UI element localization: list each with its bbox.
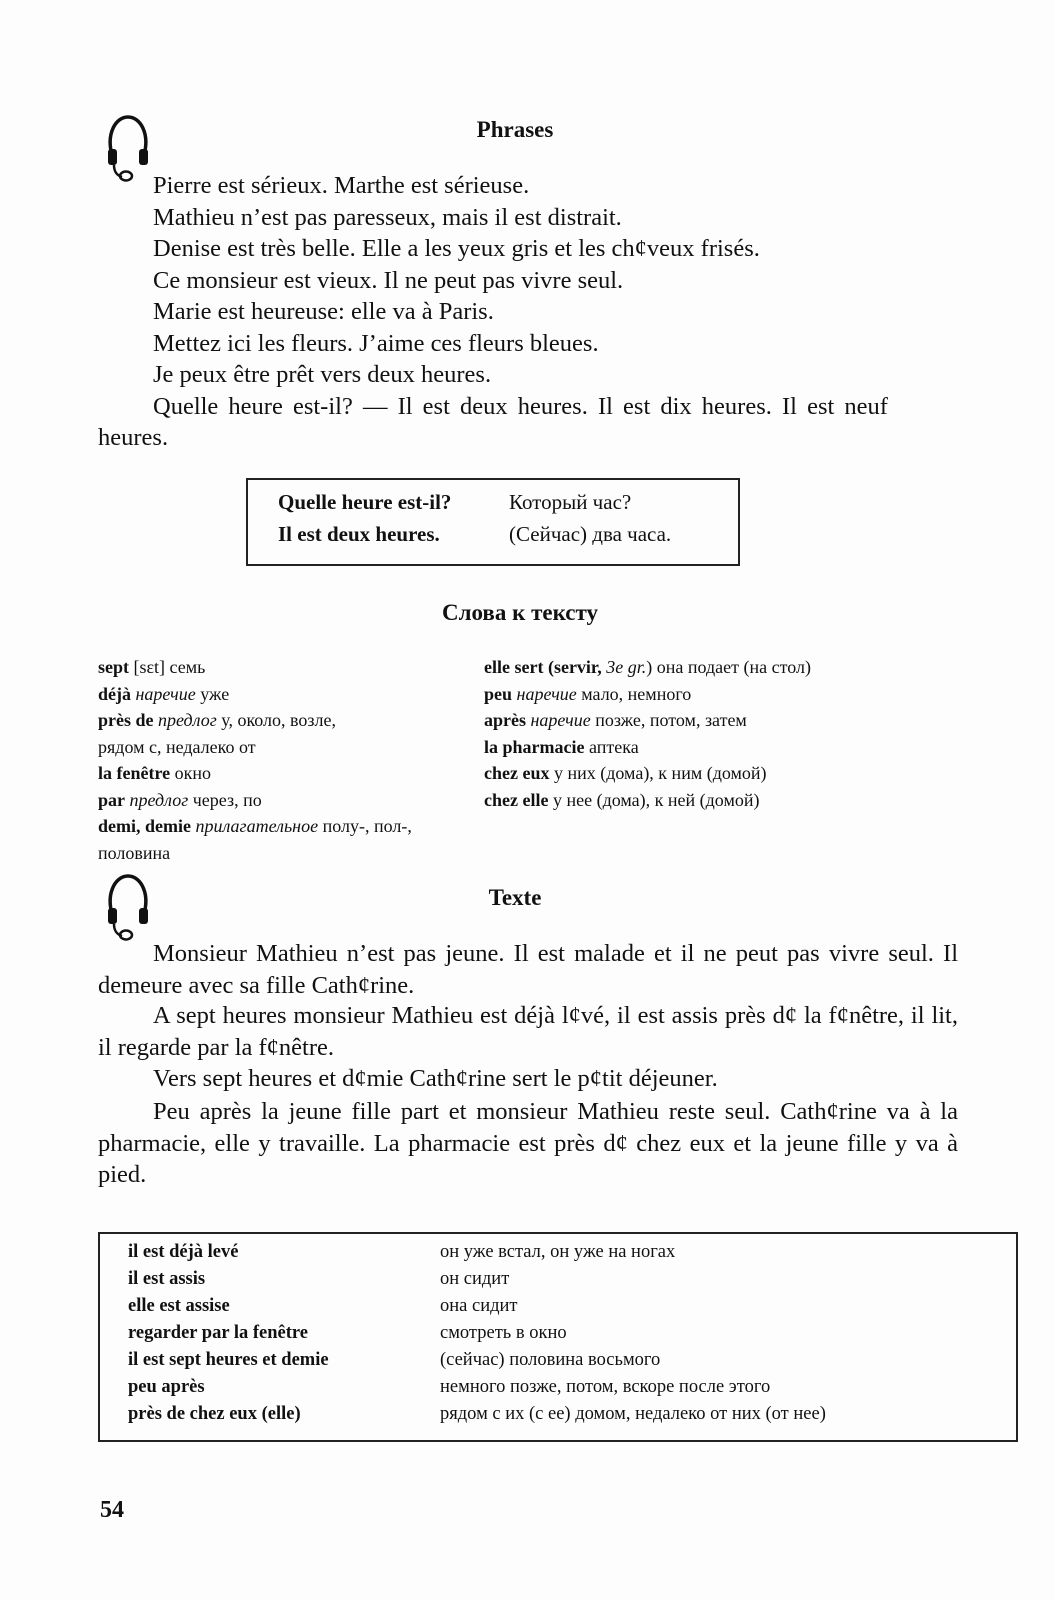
vocab-entry: elle sert (servir, 3e gr.) она подает (на стол) — [484, 657, 811, 677]
phrase-line: Pierre est sérieux. Marthe est sérieuse. — [153, 172, 530, 199]
vocab-entry: chez eux у них (дома), к ним (домой) — [484, 763, 767, 783]
vocab-entry: déjà наречие уже — [98, 683, 230, 704]
vocab-entry: la fenêtre окно — [98, 763, 212, 783]
expressions-box — [98, 1232, 1018, 1442]
texte-paragraph: A sept heures monsieur Mathieu est déjà l¢vé, il est assis près d¢ la f¢nêtre, il lit, il regarde par la f¢nêtre. — [98, 1002, 958, 1061]
vocab-entry: la pharmacie аптека — [484, 736, 639, 757]
headphones-icon — [104, 872, 152, 942]
time-answer-ru: (Сейчас) два часа. — [509, 522, 672, 546]
phrase-line: Je peux être prêt vers deux heures. — [153, 361, 492, 388]
vocab-left-column — [98, 654, 412, 866]
expr-fr: il est assis — [128, 1269, 206, 1289]
expr-ru: рядом с их (с ее) домом, недалеко от них (от нее) — [440, 1404, 826, 1424]
phrase-line: Mathieu n’est pas paresseux, mais il est distrait. — [153, 203, 622, 231]
vocab-entry: près de предлог у, около, возле, — [98, 710, 336, 730]
page-number: 54 — [100, 1497, 124, 1523]
vocab-entry: sept [sɛt] семь — [98, 657, 206, 677]
texte-title: Texte — [488, 885, 542, 910]
expr-ru: немного позже, потом, вскоре после этого — [440, 1377, 771, 1397]
phrase-line: Ce monsieur est vieux. Il ne peut pas vivre seul. — [153, 266, 624, 294]
expr-ru: он сидит — [440, 1269, 510, 1289]
vocab-entry: половина — [98, 842, 171, 863]
vocab-entry: peu наречие мало, немного — [484, 683, 692, 704]
vocab-entry: après наречие позже, потом, затем — [484, 710, 747, 730]
time-question-box — [246, 478, 740, 566]
expr-fr: près de chez eux (elle) — [128, 1404, 301, 1424]
phrases-title: Phrases — [476, 117, 554, 142]
expr-fr: peu après — [128, 1377, 205, 1397]
phrases-block — [98, 170, 958, 454]
texte-paragraph: Vers sept heures et d¢mie Cath¢rine sert le p¢tit déjeuner. — [153, 1065, 718, 1092]
expr-fr: il est déjà levé — [128, 1242, 239, 1262]
time-question-ru: Который час? — [509, 490, 632, 514]
vocab-entry: demi, demie прилагательное полу-, пол-, — [98, 816, 412, 836]
expr-fr: regarder par la fenêtre — [128, 1323, 308, 1343]
vocab-entry: par предлог через, по — [98, 789, 262, 810]
phrase-line: Denise est très belle. Elle a les yeux gris et les ch¢veux frisés. — [153, 235, 760, 262]
vocab-right-column — [484, 654, 811, 813]
expr-ru: он уже встал, он уже на ногах — [440, 1242, 676, 1262]
texte-paragraph: Monsieur Mathieu n’est pas jeune. Il est malade et il ne peut pas vivre seul. Il demeure avec sa fille Cath¢rine. — [98, 940, 958, 999]
expr-fr: il est sept heures et demie — [128, 1350, 329, 1370]
phrase-line: Quelle heure est-il? — Il est deux heures. Il est dix heures. Il est neuf — [153, 392, 888, 420]
expr-ru: она сидит — [440, 1296, 518, 1316]
expr-ru: (сейчас) половина восьмого — [440, 1350, 661, 1370]
time-question-fr: Quelle heure est-il? — [278, 490, 452, 514]
vocab-title: Слова к тексту — [441, 600, 598, 625]
expr-ru: смотреть в окно — [440, 1323, 567, 1343]
phrase-line: Marie est heureuse: elle va à Paris. — [153, 298, 494, 325]
vocab-entry: рядом с, недалеко от — [98, 736, 256, 757]
vocab-entry: chez elle у нее (дома), к ней (домой) — [484, 789, 760, 810]
phrase-line: heures. — [98, 424, 169, 451]
texte-paragraph: Peu après la jeune fille part et monsieur Mathieu reste seul. Cath¢rine va à la pharmacie, elle y travaille. La pharmacie est près d¢ chez eux et la jeune fille y va à pied. — [98, 1098, 958, 1188]
expr-fr: elle est assise — [128, 1296, 230, 1316]
phrase-line: Mettez ici les fleurs. J’aime ces fleurs bleues. — [153, 329, 599, 357]
time-answer-fr: Il est deux heures. — [278, 522, 440, 546]
